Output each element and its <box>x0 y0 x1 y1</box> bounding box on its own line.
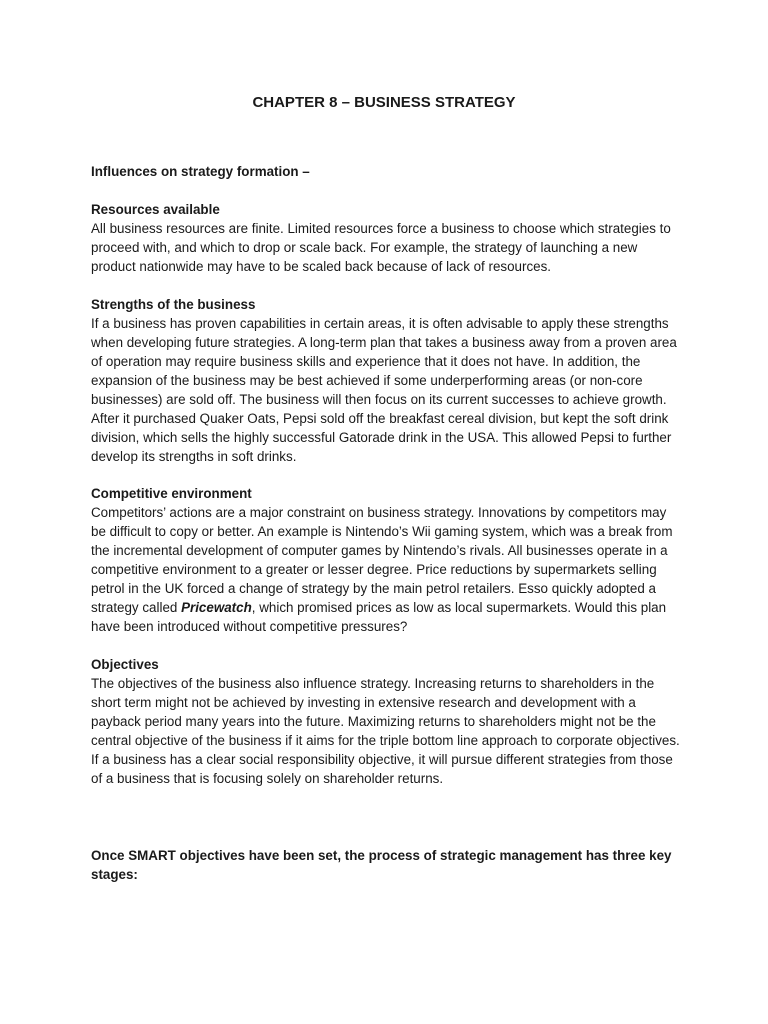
closing-statement: Once SMART objectives have been set, the process of strategic management has three key stages: <box>91 848 672 882</box>
section-resources <box>91 200 681 276</box>
section-competitive <box>91 484 681 636</box>
chapter-title: CHAPTER 8 – BUSINESS STRATEGY <box>252 94 516 111</box>
intro-heading: Influences on strategy formation – <box>91 164 310 179</box>
section-heading: Strengths of the business <box>91 297 256 312</box>
section-paragraph: The objectives of the business also influence strategy. Increasing returns to shareholders in the short term might not be achieved by investing in extensive research and development with a payback period many years into the future. Maximizing returns to shareholders might not be the central objective of the business if it aims for the triple bottom line approach to corporate objectives. If a business has a clear social responsibility objective, it will pursue different strategies from those of a business that is focusing solely on shareholder returns. <box>91 676 680 786</box>
section-objectives <box>91 655 681 788</box>
section-heading: Objectives <box>91 657 159 672</box>
section-heading: Resources available <box>91 202 220 217</box>
intro-heading-block <box>91 162 681 181</box>
section-paragraph: All business resources are finite. Limited resources force a business to choose which strategies to proceed with, and which to drop or scale back. For example, the strategy of launching a new product nationwide may have to be scaled back because of lack of resources. <box>91 221 671 274</box>
section-strengths <box>91 295 681 466</box>
closing-block <box>91 846 681 884</box>
paragraph-text: Competitors’ actions are a major constraint on business strategy. Innovations by competitors may be difficult to copy or better. An example is Nintendo’s Wii gaming system, which was a break from the incremental development of computer games by Nintendo’s rivals. All businesses operate in a competitive environment to a greater or lesser degree. Price reductions by supermarkets selling petrol in the UK forced a change of strategy by the main petrol retailers. Esso quickly adopted a strategy called <box>91 505 673 615</box>
section-heading: Competitive environment <box>91 486 252 501</box>
paragraph-text: , which promised prices as low as local supermarkets. Would this plan have been introduced without competitive pressures? <box>91 600 667 634</box>
section-paragraph <box>91 503 681 636</box>
emphasized-term: Pricewatch <box>181 600 252 615</box>
section-paragraph: If a business has proven capabilities in certain areas, it is often advisable to apply these strengths when developing future strategies. A long-term plan that takes a business away from a proven area of operation may require business skills and experience that it does not have. In addition, the expansion of the business may be best achieved if some underperforming areas (or non-core businesses) are sold off. The business will then focus on its current successes to achieve growth. After it purchased Quaker Oats, Pepsi sold off the breakfast cereal division, but kept the soft drink division, which sells the highly successful Gatorade drink in the USA. This allowed Pepsi to further develop its strengths in soft drinks. <box>91 316 677 464</box>
